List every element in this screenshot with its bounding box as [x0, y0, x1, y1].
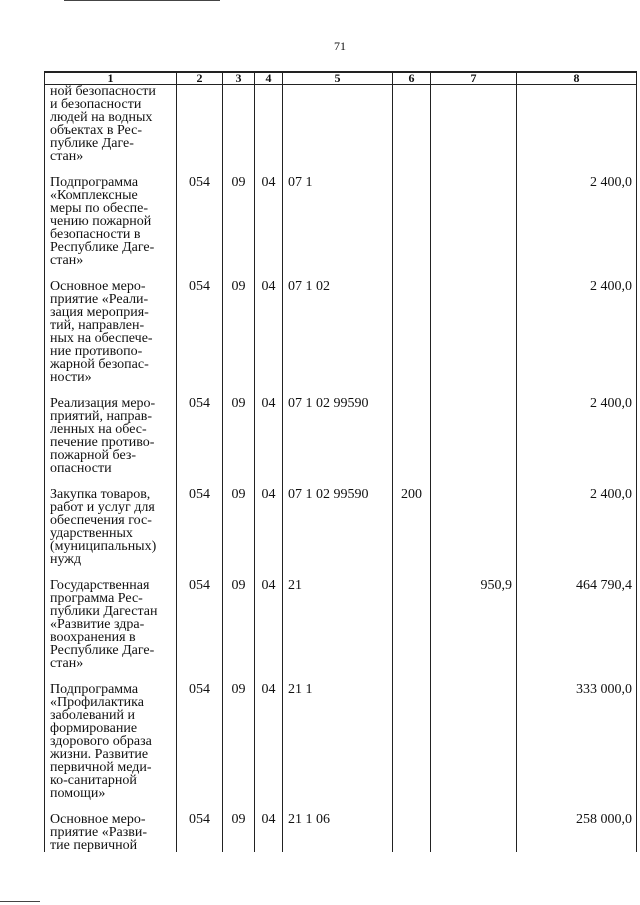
- target-code-cell: 21: [283, 579, 393, 683]
- amount-col8-cell: 2 400,0: [517, 280, 637, 397]
- expense-type-cell: [393, 280, 431, 397]
- column-header: 6: [393, 72, 431, 85]
- table-row: [45, 280, 637, 397]
- admin-code-cell: 054: [177, 683, 223, 813]
- section-code-cell: 09: [223, 488, 255, 579]
- target-code-cell: 07 1: [283, 176, 393, 280]
- column-header: 2: [177, 72, 223, 85]
- admin-code-cell: 054: [177, 280, 223, 397]
- expense-type-cell: [393, 397, 431, 488]
- column-header: 7: [431, 72, 517, 85]
- admin-code-cell: 054: [177, 813, 223, 852]
- section-code-cell: 09: [223, 813, 255, 852]
- amount-col8-cell: 2 400,0: [517, 397, 637, 488]
- target-code-cell: [283, 85, 393, 177]
- row-name-cell: Основное меро- приятие «Разви- тие первичной: [45, 813, 177, 852]
- section-code-cell: 09: [223, 176, 255, 280]
- subsection-code-cell: 04: [255, 579, 283, 683]
- target-code-cell: 07 1 02: [283, 280, 393, 397]
- amount-col8-cell: [517, 85, 637, 177]
- expense-type-cell: [393, 683, 431, 813]
- subsection-code-cell: 04: [255, 397, 283, 488]
- column-header: 4: [255, 72, 283, 85]
- subsection-code-cell: 04: [255, 683, 283, 813]
- subsection-code-cell: 04: [255, 176, 283, 280]
- table-row: [45, 397, 637, 488]
- amount-col8-cell: 258 000,0: [517, 813, 637, 852]
- row-name-cell: Закупка товаров, работ и услуг для обеспечения гос- ударственных (муниципальных) нужд: [45, 488, 177, 579]
- expense-type-cell: 200: [393, 488, 431, 579]
- section-code-cell: 09: [223, 683, 255, 813]
- table-row: [45, 813, 637, 852]
- expense-type-cell: [393, 579, 431, 683]
- amount-col7-cell: [431, 85, 517, 177]
- expense-type-cell: [393, 85, 431, 177]
- target-code-cell: 07 1 02 99590: [283, 397, 393, 488]
- column-header: 3: [223, 72, 255, 85]
- target-code-cell: 07 1 02 99590: [283, 488, 393, 579]
- amount-col7-cell: [431, 813, 517, 852]
- table-row: [45, 176, 637, 280]
- bottom-rule: [0, 901, 40, 902]
- amount-col8-cell: 2 400,0: [517, 488, 637, 579]
- row-name-cell: Основное меро- приятие «Реали- зация мероприя- тий, направлен- ных на обеспече- ние противопо- жарной безопас- ности»: [45, 280, 177, 397]
- row-name-cell: Подпрограмма «Профилактика заболеваний и формирование здорового образа жизни. Развитие первичной меди- ко-санитарной помощи»: [45, 683, 177, 813]
- subsection-code-cell: [255, 85, 283, 177]
- header-row: [45, 72, 637, 85]
- table-row: [45, 488, 637, 579]
- budget-table: [44, 71, 637, 852]
- section-code-cell: 09: [223, 280, 255, 397]
- target-code-cell: 21 1: [283, 683, 393, 813]
- row-name-cell: Подпрограмма «Комплексные меры по обеспе- чению пожарной безопасности в Республике Даге- стан»: [45, 176, 177, 280]
- row-name-cell: Государственная программа Рес- публики Дагестан «Развитие здра- воохранения в Республике Даге- стан»: [45, 579, 177, 683]
- subsection-code-cell: 04: [255, 280, 283, 397]
- column-header: 1: [45, 72, 177, 85]
- admin-code-cell: 054: [177, 579, 223, 683]
- amount-col7-cell: [431, 280, 517, 397]
- amount-col8-cell: 2 400,0: [517, 176, 637, 280]
- admin-code-cell: [177, 85, 223, 177]
- page-number: 71: [334, 39, 346, 53]
- amount-col7-cell: [431, 176, 517, 280]
- top-rule: [64, 0, 220, 1]
- expense-type-cell: [393, 176, 431, 280]
- target-code-cell: 21 1 06: [283, 813, 393, 852]
- amount-col7-cell: [431, 683, 517, 813]
- admin-code-cell: 054: [177, 488, 223, 579]
- subsection-code-cell: 04: [255, 488, 283, 579]
- column-header: 8: [517, 72, 637, 85]
- admin-code-cell: 054: [177, 176, 223, 280]
- row-name-cell: ной безопасности и безопасности людей на водных объектах в Рес- публике Даге- стан»: [45, 85, 177, 177]
- subsection-code-cell: 04: [255, 813, 283, 852]
- amount-col7-cell: [431, 488, 517, 579]
- amount-col7-cell: 950,9: [431, 579, 517, 683]
- amount-col8-cell: 333 000,0: [517, 683, 637, 813]
- amount-col8-cell: 464 790,4: [517, 579, 637, 683]
- section-code-cell: [223, 85, 255, 177]
- column-header: 5: [283, 72, 393, 85]
- admin-code-cell: 054: [177, 397, 223, 488]
- table-row: [45, 85, 637, 177]
- table-row: [45, 683, 637, 813]
- section-code-cell: 09: [223, 397, 255, 488]
- table-body: [45, 85, 637, 853]
- table-row: [45, 579, 637, 683]
- amount-col7-cell: [431, 397, 517, 488]
- expense-type-cell: [393, 813, 431, 852]
- section-code-cell: 09: [223, 579, 255, 683]
- row-name-cell: Реализация меро- приятий, направ- ленных на обес- печение противо- пожарной без- опасности: [45, 397, 177, 488]
